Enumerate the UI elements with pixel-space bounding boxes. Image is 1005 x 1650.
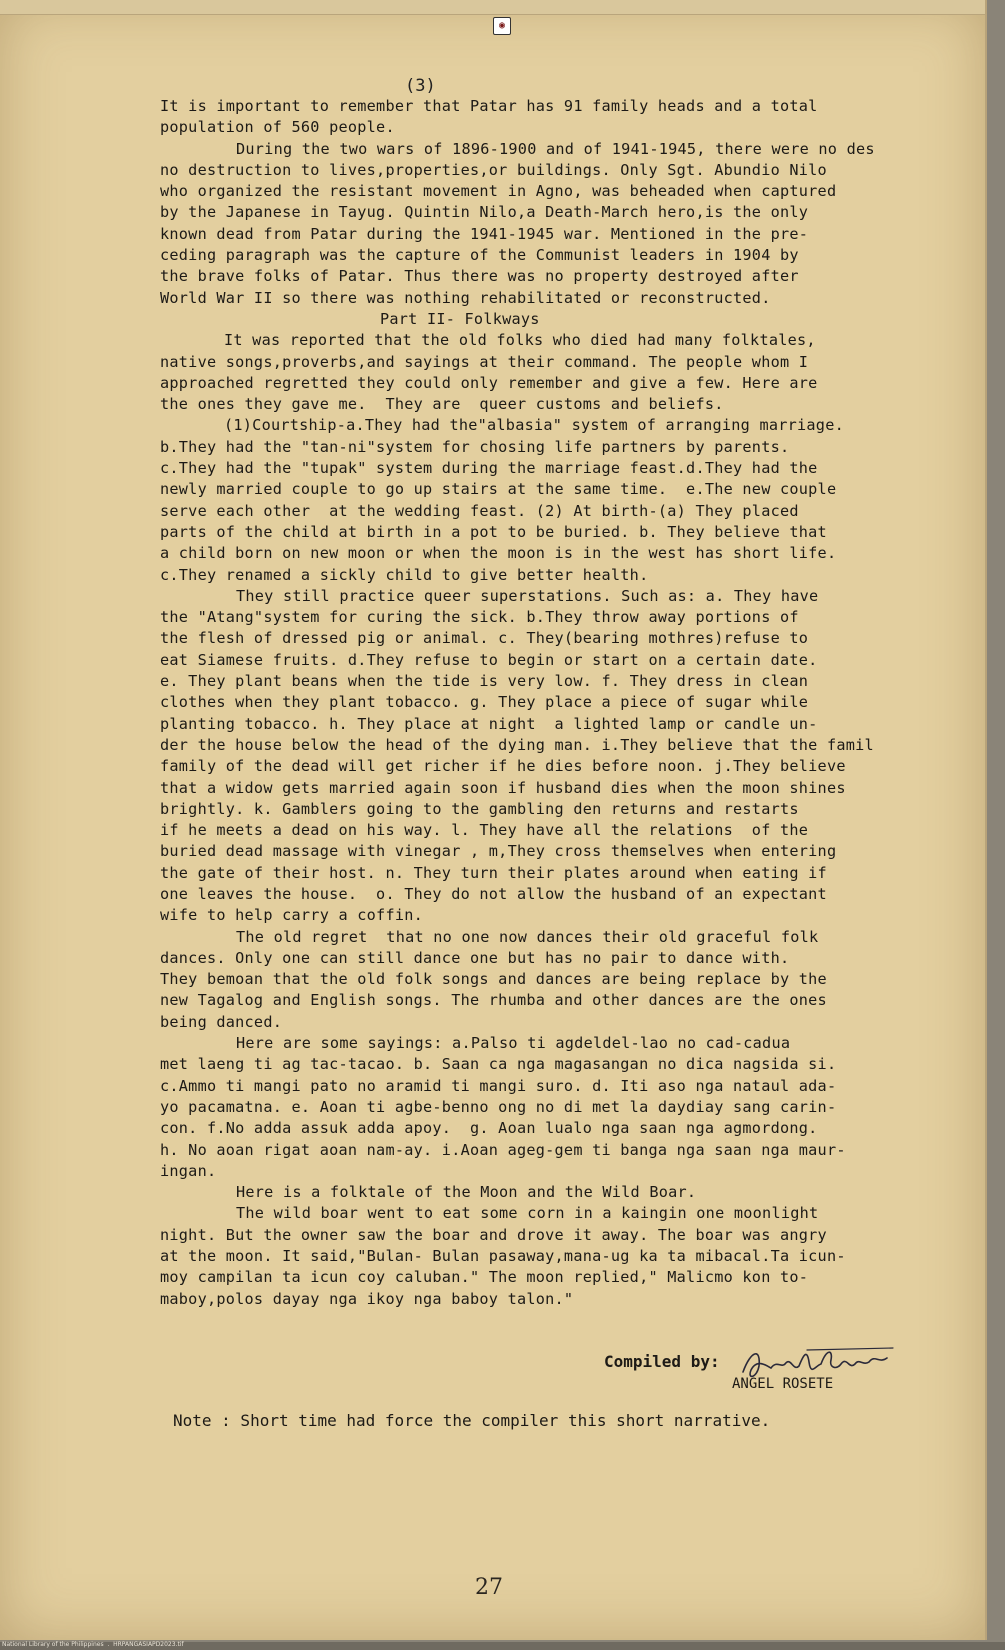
text-line: Here are some sayings: a.Palso ti agdeldel-lao no cad-cadua xyxy=(236,1034,791,1053)
text-line: serve each other at the wedding feast. (2) At birth-(a) They placed xyxy=(160,501,799,520)
text-line: eat Siamese fruits. d.They refuse to begin or start on a certain date. xyxy=(160,650,818,669)
text-line: It is important to remember that Patar has 91 family heads and a total xyxy=(160,97,818,115)
text-line: the brave folks of Patar. Thus there was no property destroyed after xyxy=(160,267,799,286)
text-line: c.Ammo ti mangi pato no aramid ti mangi suro. d. Iti aso nga nataul ada- xyxy=(160,1076,837,1095)
text-line: native songs,proverbs,and sayings at their command. The people whom I xyxy=(160,352,809,371)
text-line: one leaves the house. o. They do not allow the husband of an expectant xyxy=(160,884,827,903)
text-line: the "Atang"system for curing the sick. b.They throw away portions of xyxy=(160,608,799,627)
text-line: The old regret that no one now dances their old graceful folk xyxy=(236,927,819,946)
text-line: (1)Courtship-a.They had the"albasia" system of arranging marriage. xyxy=(224,416,844,435)
compiler-note: Note : Short time had force the compiler this short narrative. xyxy=(173,1411,771,1430)
text-line: c.They renamed a sickly child to give better health. xyxy=(160,565,649,584)
text-line: newly married couple to go up stairs at the same time. e.The new couple xyxy=(160,480,837,499)
text-line: population of 560 people. xyxy=(160,118,395,137)
text-line: yo pacamatna. e. Aoan ti agbe-benno ong no di met la daydiay sang carin- xyxy=(160,1097,837,1116)
text-line: the ones they gave me. They are queer customs and beliefs. xyxy=(160,395,724,414)
text-line: parts of the child at birth in a pot to be buried. b. They believe that xyxy=(160,522,827,541)
document-body xyxy=(160,96,955,1310)
page-marker: (3) xyxy=(405,76,436,96)
page-number: 27 xyxy=(475,1575,503,1600)
text-line: the gate of their host. n. They turn their plates around when eating if xyxy=(160,863,827,882)
text-line: approached regretted they could only remember and give a few. Here are xyxy=(160,373,818,392)
text-line: h. No aoan rigat aoan nam-ay. i.Aoan ageg-gem ti banga nga saan nga maur- xyxy=(160,1140,846,1159)
text-line: Part II- Folkways xyxy=(380,309,540,328)
compiled-by-label: Compiled by: xyxy=(604,1352,720,1371)
text-line: They still practice queer superstations. Such as: a. They have xyxy=(236,586,819,605)
text-line: ceding paragraph was the capture of the Communist leaders in 1904 by xyxy=(160,246,799,265)
text-line: a child born on new moon or when the moon is in the west has short life. xyxy=(160,544,837,563)
text-line: Here is a folktale of the Moon and the Wild Boar. xyxy=(236,1183,697,1202)
text-line: met laeng ti ag tac-tacao. b. Saan ca nga magasangan no dica nagsida si. xyxy=(160,1055,837,1074)
text-line: c.They had the "tupak" system during the marriage feast.d.They had the xyxy=(160,459,818,478)
text-line: no destruction to lives,properties,or buildings. Only Sgt. Abundio Nilo xyxy=(160,160,827,179)
text-line: by the Japanese in Tayug. Quintin Nilo,a Death-March hero,is the only xyxy=(160,203,809,222)
text-line: known dead from Patar during the 1941-1945 war. Mentioned in the pre- xyxy=(160,224,809,243)
scan-top-strip xyxy=(0,0,985,15)
text-line: if he meets a dead on his way. l. They have all the relations of the xyxy=(160,821,809,840)
text-line: who organized the resistant movement in Agno, was beheaded when captured xyxy=(160,182,837,201)
signature-block xyxy=(604,1348,904,1398)
text-line: During the two wars of 1896-1900 and of 1941-1945, there were no des xyxy=(236,139,875,158)
text-line: The wild boar went to eat some corn in a kaingin one moonlight xyxy=(236,1204,819,1223)
text-line: clothes when they plant tobacco. g. They place a piece of sugar while xyxy=(160,693,809,712)
text-line: family of the dead will get richer if he dies before noon. j.They believe xyxy=(160,757,846,776)
text-line: buried dead massage with vinegar , m,They cross themselves when entering xyxy=(160,842,837,861)
scan-footer-caption: National Library of the Philippines . HRPANGASIAPD2023.tif xyxy=(2,1641,184,1648)
text-line: night. But the owner saw the boar and drove it away. The boar was angry xyxy=(160,1225,827,1244)
compiler-name: ANGEL ROSETE xyxy=(732,1376,834,1392)
text-line: maboy,polos dayay nga ikoy nga baboy talon." xyxy=(160,1289,574,1308)
text-line: at the moon. It said,"Bulan- Bulan pasaway,mana-ug ka ta mibacal.Ta icun- xyxy=(160,1247,846,1266)
text-line: planting tobacco. h. They place at night a lighted lamp or candle un- xyxy=(160,714,818,733)
library-seal-icon: ◉ xyxy=(493,17,511,35)
text-line: They bemoan that the old folk songs and dances are being replace by the xyxy=(160,970,827,989)
text-line: moy campilan ta icun coy caluban." The moon replied," Malicmo kon to- xyxy=(160,1268,809,1287)
text-line: the flesh of dressed pig or animal. c. They(bearing mothres)refuse to xyxy=(160,629,809,648)
text-line: It was reported that the old folks who died had many folktales, xyxy=(224,331,816,350)
text-line: new Tagalog and English songs. The rhumba and other dances are the ones xyxy=(160,991,827,1010)
text-line: der the house below the head of the dying man. i.They believe that the famil xyxy=(160,735,874,754)
text-line: ingan. xyxy=(160,1161,217,1180)
text-line: that a widow gets married again soon if husband dies when the moon shines xyxy=(160,778,846,797)
text-line: b.They had the "tan-ni"system for chosing life partners by parents. xyxy=(160,437,790,456)
text-line: brightly. k. Gamblers going to the gambling den returns and restarts xyxy=(160,799,799,818)
text-line: World War II so there was nothing rehabilitated or reconstructed. xyxy=(160,288,771,307)
text-line: dances. Only one can still dance one but has no pair to dance with. xyxy=(160,948,790,967)
text-line: e. They plant beans when the tide is very low. f. They dress in clean xyxy=(160,672,809,691)
text-line: wife to help carry a coffin. xyxy=(160,906,424,925)
text-line: con. f.No adda assuk adda apoy. g. Aoan lualo nga saan nga agmordong. xyxy=(160,1119,818,1138)
text-line: being danced. xyxy=(160,1012,283,1031)
